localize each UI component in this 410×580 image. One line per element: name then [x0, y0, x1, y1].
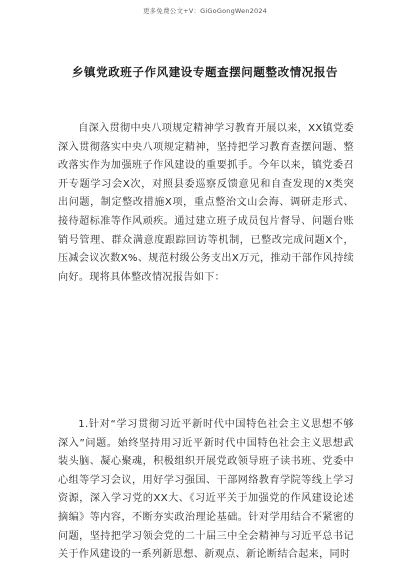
watermark-text: 更多免费公文+V：GiGoGongWen2024 — [142, 7, 267, 15]
paragraph-intro — [58, 120, 354, 287]
paragraph-text: 1.针对“学习贯彻习近平新时代中国特色社会主义思想不够深入”问题。始终坚持用习近平新时代中国特色社会主义思想武装头脑、凝心聚魂，积极组织开展党政领导班子读书班、党委中心组等学习会议，用好学习强国、干部网络教育学院等线上学习资源，深入学习党的XX大、《习近平关于加强党的作风建设论述摘编》等内容，不断夯实政治理论基础。针对学用结合不紧密的问题，坚持把学习领会党的二十届三中全会精神与习近平总书记关于作风建设的一系列新思想、新观点、新论断结合起来，同时 — [58, 419, 354, 561]
paragraph-text: 自深入贯彻中央八项规定精神学习教育开展以来，XX镇党委深入贯彻落实中央八项规定精神，坚持把学习教育查摆问题、整改落实作为加强班子作风建设的重要抓手。今年以来，镇党委召开专题学习会X次，对照县委巡察反馈意见和自查发现的X类突出问题，制定整改措施X项，重点整治文山会海、调研走形式、接待超标准等作风顽疾。通过建立班子成员包片督导、问题台账销号管理、群众满意度跟踪回访等机制，已整改完成问题X个，压减会议次数X%、规范村级公务支出X万元，推动干部作风持续向好。现将具体整改情况报告如下： — [58, 123, 355, 283]
document-title: 乡镇党政班子作风建设专题查摆问题整改情况报告 — [71, 65, 339, 79]
paragraph-item-1 — [58, 416, 354, 565]
